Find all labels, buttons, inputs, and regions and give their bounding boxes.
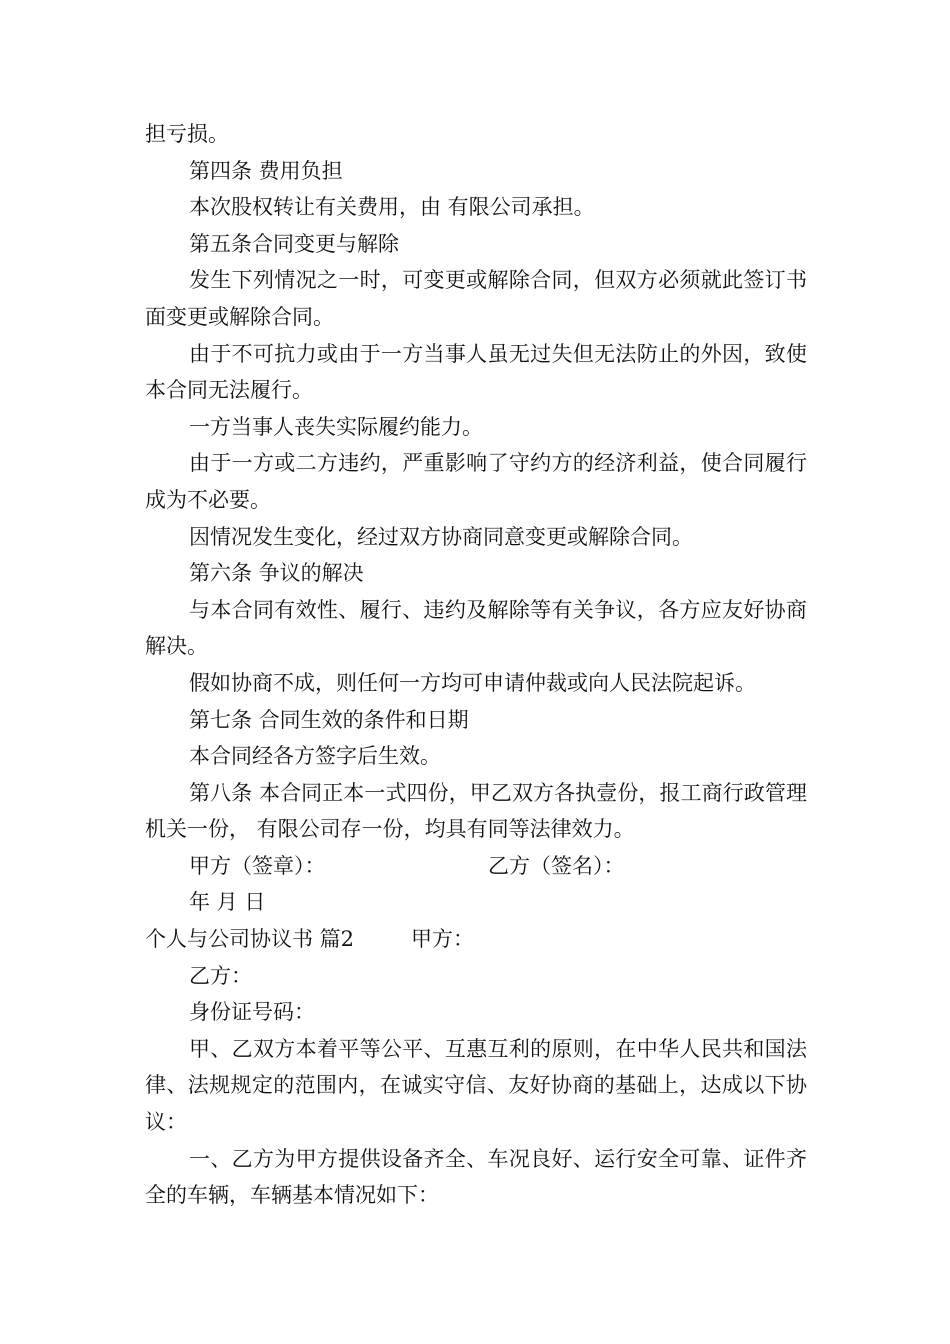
signature-row: [145, 848, 807, 885]
paragraph: 身份证号码：: [189, 1000, 315, 1025]
paragraph: 一、乙方为甲方提供设备齐全、车况良好、运行安全可靠、证件齐全的车辆，车辆基本情况如下：: [145, 1146, 807, 1208]
paragraph: 本合同经各方签字后生效。: [189, 744, 441, 769]
paragraph: 甲、乙双方本着平等公平、互惠互利的原则，在中华人民共和国法律、法规规定的范围内，在诚实守信、友好协商的基础上，达成以下协议：: [145, 1036, 807, 1135]
party-b-signature-label: 乙方（签名）：: [488, 853, 625, 878]
article-heading: 第七条 合同生效的条件和日期: [189, 707, 469, 732]
paragraph: 担亏损。: [145, 122, 229, 146]
article-heading: 第四条 费用负担: [189, 158, 343, 183]
section-title: 个人与公司协议书 篇2: [145, 927, 355, 952]
paragraph: 与本合同有效性、履行、违约及解除等有关争议，各方应友好协商解决。: [145, 597, 807, 659]
section-title-row: [145, 921, 807, 958]
party-a-signature-label: 甲方（签章）：: [189, 853, 326, 878]
paragraph: 由于不可抗力或由于一方当事人虽无过失但无法防止的外因，致使本合同无法履行。: [145, 341, 807, 403]
paragraph: 假如协商不成，则任何一方均可申请仲裁或向人民法院起诉。: [189, 670, 756, 695]
article-heading: 第六条 争议的解决: [189, 561, 364, 586]
document-body: [145, 116, 807, 1214]
paragraph: 本次股权转让有关费用，由 有限公司承担。: [189, 195, 595, 220]
paragraph: 乙方：: [189, 963, 252, 988]
paragraph: 由于一方或二方违约，严重影响了守约方的经济利益，使合同履行成为不必要。: [145, 451, 807, 512]
paragraph: 因情况发生变化，经过双方协商同意变更或解除合同。: [189, 524, 693, 549]
paragraph: 发生下列情况之一时，可变更或解除合同，但双方必须就此签订书面变更或解除合同。: [145, 268, 807, 329]
party-a-label: 甲方：: [411, 927, 474, 952]
article-heading: 第五条合同变更与解除: [189, 231, 399, 256]
date-line: 年 月 日: [189, 890, 266, 915]
paragraph: 第八条 本合同正本一式四份，甲乙双方各执壹份，报工商行政管理机关一份， 有限公司存一份，均具有同等法律效力。: [145, 780, 807, 842]
paragraph: 一方当事人丧失实际履约能力。: [189, 414, 483, 439]
